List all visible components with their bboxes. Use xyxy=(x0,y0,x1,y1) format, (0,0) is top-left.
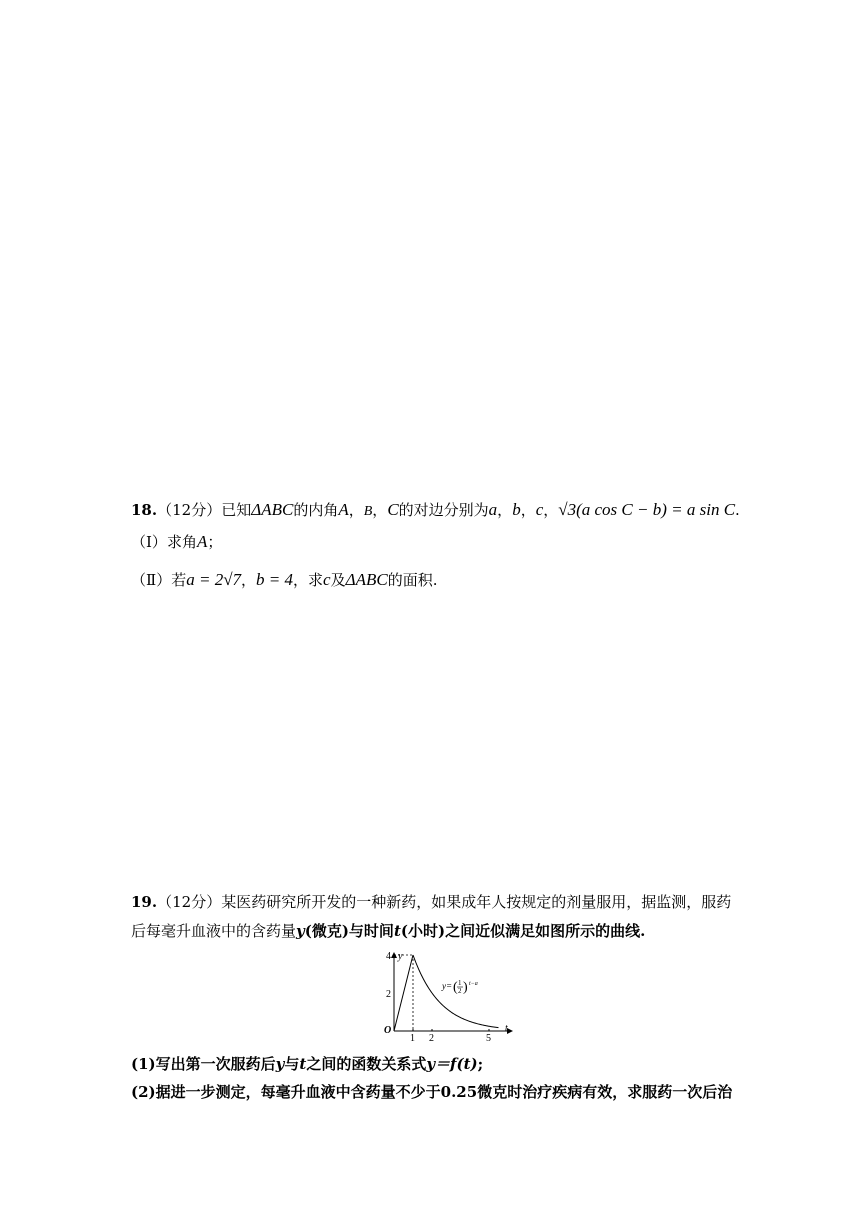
b-value: b = 4 xyxy=(256,570,294,589)
q18-equation: √3(a cos C − b) = a sin C xyxy=(558,500,736,519)
q18-stem xyxy=(131,500,740,522)
q19-line2 xyxy=(131,921,645,941)
angle-c: C xyxy=(387,500,399,519)
y-tick-label: 4 xyxy=(386,951,391,962)
q19-line2-a: 后每毫升血液中的含药量 xyxy=(131,922,297,940)
svg-text:2: 2 xyxy=(458,987,462,995)
q19-part1-text: (1)写出第一次服药后 xyxy=(131,1055,276,1073)
y-axis-label: y xyxy=(398,951,403,962)
angle-a: A xyxy=(196,532,208,551)
q18-part2 xyxy=(131,570,437,590)
q19-part1-mid: 与 xyxy=(284,1055,300,1073)
side-a: a xyxy=(488,500,498,519)
part1-end: ； xyxy=(207,533,223,551)
side-c: c xyxy=(535,500,544,519)
q18-number: 18. xyxy=(131,501,158,519)
svg-text:t−a: t−a xyxy=(469,981,478,987)
q19-number: 19. xyxy=(131,893,158,911)
q19-part1 xyxy=(131,1054,483,1074)
triangle-abc: ΔABC xyxy=(345,570,388,589)
part2-text2: ，求 xyxy=(293,571,324,589)
var-t: t xyxy=(393,922,401,940)
part1-text: 求角 xyxy=(166,533,197,551)
part2-text3: 及 xyxy=(330,571,346,589)
q18-stem-mid2: 的对边分别为 xyxy=(398,501,489,519)
origin-label: O xyxy=(384,1025,392,1036)
x-tick-label: 5 xyxy=(486,1033,491,1042)
q18-stem-mid1: 的内角 xyxy=(293,501,339,519)
function-expression: y＝f(t) xyxy=(426,1055,478,1073)
x-tick-label: 1 xyxy=(410,1033,415,1042)
y-tick-label: 2 xyxy=(386,989,391,1000)
comma: ， xyxy=(497,501,513,519)
part1-label: （Ⅰ） xyxy=(131,533,167,551)
threshold-value: 0.25 xyxy=(440,1083,478,1101)
q19-part1-end: 之间的函数关系式 xyxy=(306,1055,427,1073)
side-c: c xyxy=(323,570,331,589)
comma: ， xyxy=(520,501,536,519)
q19-score: （12分） xyxy=(157,893,222,911)
angle-a: A xyxy=(338,500,349,519)
part2-text1: 若 xyxy=(171,571,187,589)
concentration-chart xyxy=(360,947,520,1042)
svg-text:y=: y= xyxy=(442,981,453,991)
q19-line2-b: (微克)与时间 xyxy=(304,922,394,940)
part2-text4: 的面积. xyxy=(387,571,438,589)
comma: ， xyxy=(348,501,364,519)
var-y: y xyxy=(296,922,305,940)
q18-score: （12分） xyxy=(157,501,222,519)
var-t: t xyxy=(299,1055,307,1073)
q19-part2-end: 微克时治疗疾病有效，求服药一次后治 xyxy=(477,1083,733,1101)
triangle-abc: ΔABC xyxy=(251,500,294,519)
q19-line2-c: (小时)之间近似满足如图所示的曲线. xyxy=(400,922,646,940)
svg-text:): ) xyxy=(463,980,468,995)
q18-part1 xyxy=(131,532,222,552)
q18-stem-prefix: 已知 xyxy=(221,501,252,519)
period: . xyxy=(735,501,740,519)
q19-part2-text: (2)据进一步测定，每毫升血液中含药量不少于 xyxy=(131,1083,441,1101)
a-value: a = 2√7 xyxy=(186,570,242,589)
rise-line xyxy=(394,955,413,1031)
semicolon: ; xyxy=(477,1055,484,1073)
x-tick-label: 2 xyxy=(429,1033,434,1042)
q19-part2 xyxy=(131,1082,732,1102)
curve-label xyxy=(441,979,478,995)
q19-line1-text: 某医药研究所开发的一种新药，如果成年人按规定的剂量服用，据监测，服药 xyxy=(221,893,732,911)
svg-text:1: 1 xyxy=(458,979,462,987)
svg-text:(: ( xyxy=(453,980,458,995)
side-b: b xyxy=(512,500,521,519)
comma: ， xyxy=(241,571,257,589)
var-y: y xyxy=(275,1055,285,1073)
q19-line1 xyxy=(131,892,731,912)
x-axis-label: t xyxy=(505,1023,508,1034)
comma: ， xyxy=(543,501,559,519)
angle-b: B xyxy=(363,504,373,519)
comma: ， xyxy=(372,501,388,519)
part2-label: （Ⅱ） xyxy=(131,571,172,589)
